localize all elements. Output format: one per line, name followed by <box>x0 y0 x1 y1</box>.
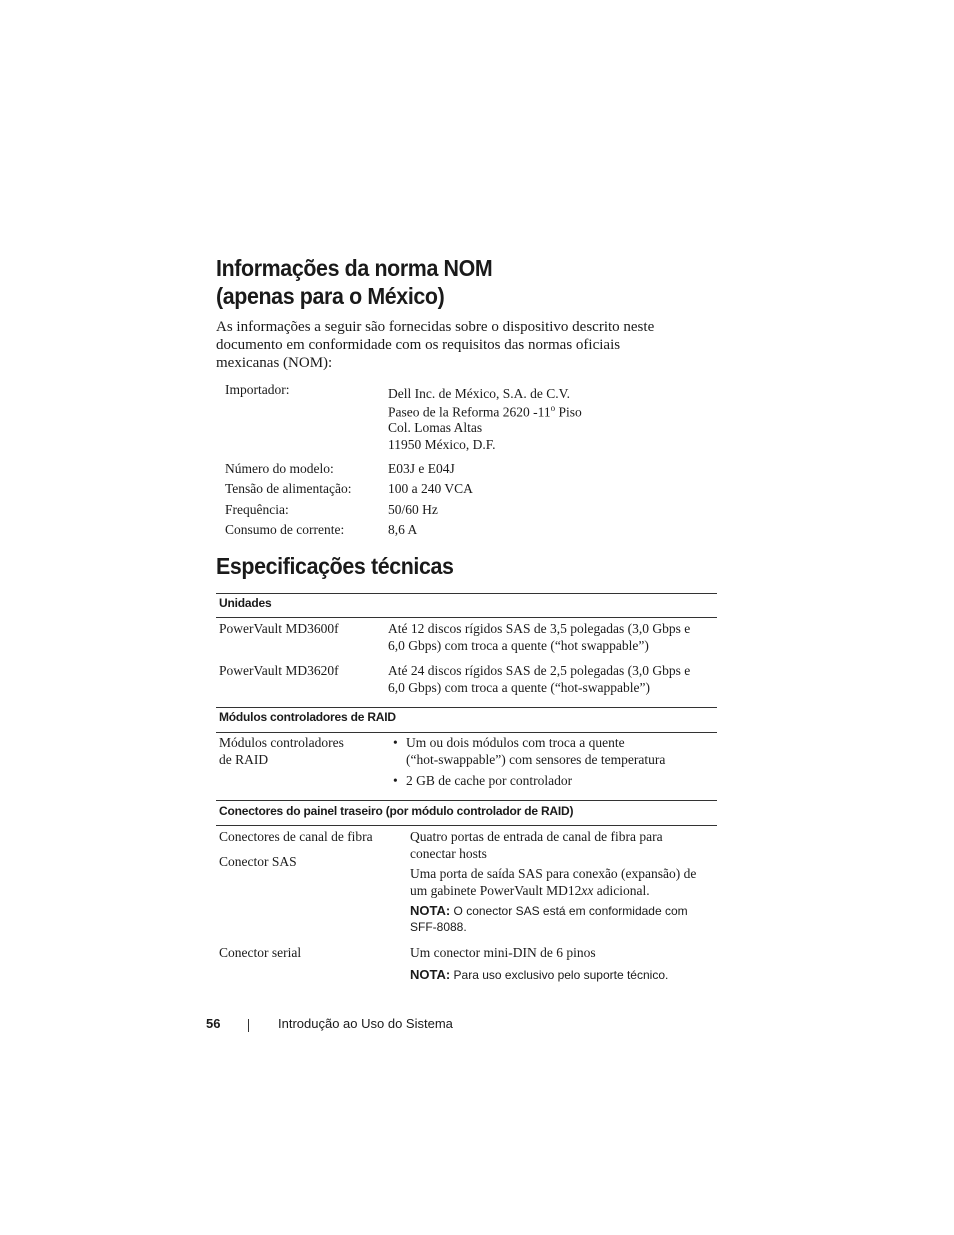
drives-section-header: Unidades <box>219 596 272 610</box>
drive-desc-line-2: 6,0 Gbps) com troca a quente (“hot-swappable”) <box>388 679 651 695</box>
nom-importer-label: Importador: <box>225 382 290 397</box>
nom-row-frequency <box>225 502 685 522</box>
sas-connector-description <box>410 866 696 899</box>
nom-row-value: 100 a 240 VCA <box>388 481 473 496</box>
nom-section-title <box>216 254 492 310</box>
sas-note-line-2: SFF-8088. <box>410 920 467 934</box>
importer-line-2 <box>388 403 582 421</box>
nom-intro-paragraph: As informações a seguir são fornecidas sobre o dispositivo descrito neste documento em conformidade com os requisitos das normas oficiais mexicanas (NOM): <box>216 319 655 371</box>
serial-note-text: Para uso exclusivo pelo suporte técnico. <box>450 968 669 982</box>
serial-note <box>410 967 668 983</box>
raid-bullet-2: 2 GB de cache por controlador <box>406 773 573 788</box>
drive-desc-line-1: Até 12 discos rígidos SAS de 3,5 polegadas (3,0 Gbps e <box>388 621 691 636</box>
importer-street: Paseo de la Reforma 2620 -11 <box>388 404 551 420</box>
drive-desc-line-1: Até 24 discos rígidos SAS de 2,5 polegadas (3,0 Gbps e <box>388 663 691 678</box>
footer-chapter-title: Introdução ao Uso do Sistema <box>278 1016 453 1031</box>
nom-row-value: 50/60 Hz <box>388 502 438 517</box>
connectors-top-rule <box>216 800 717 801</box>
importer-floor-super: o <box>550 403 556 413</box>
nom-row-voltage <box>225 481 685 501</box>
nom-row-value: 8,6 A <box>388 522 418 537</box>
raid-section-header: Módulos controladores de RAID <box>219 710 396 724</box>
footer-divider <box>248 1019 249 1032</box>
bullet-icon: • <box>393 735 398 750</box>
connectors-header-rule <box>216 825 717 826</box>
raid-top-rule <box>216 707 717 708</box>
sas-desc-line-2-post: adicional. <box>593 882 650 898</box>
importer-floor: Piso <box>555 404 582 420</box>
sas-desc-line-2-italic: xx <box>581 882 594 898</box>
nom-row-model <box>225 461 685 481</box>
nom-row-current <box>225 522 685 542</box>
drive-row-description <box>388 663 690 696</box>
raid-header-rule <box>216 732 717 733</box>
raid-label-line-1: Módulos controladores <box>219 735 344 750</box>
nom-title-line-1: Informações da norma NOM <box>216 255 493 281</box>
note-label: NOTA: <box>410 903 451 918</box>
nom-row-label: Tensão de alimentação: <box>225 481 352 496</box>
sas-desc-line-2 <box>410 883 650 898</box>
sas-note-line-1: O conector SAS está em conformidade com <box>450 904 688 918</box>
drives-header-rule <box>216 617 717 618</box>
fc-connector-description <box>410 829 663 862</box>
importer-line-3: Col. Lomas Altas <box>388 420 483 435</box>
nom-row-label: Número do modelo: <box>225 461 334 476</box>
sas-note <box>410 903 688 935</box>
page-number: 56 <box>206 1016 221 1031</box>
raid-bullet-1-line-1: Um ou dois módulos com troca a quente <box>406 735 625 750</box>
sas-desc-line-1: Uma porta de saída SAS para conexão (expansão) de <box>410 866 697 881</box>
importer-line-1: Dell Inc. de México, S.A. de C.V. <box>388 386 570 401</box>
drive-row-description <box>388 621 690 654</box>
importer-line-4: 11950 México, D.F. <box>388 437 496 452</box>
sas-connector-label: Conector SAS <box>219 854 297 869</box>
specs-section-title: Especificações técnicas <box>216 553 454 579</box>
sas-desc-line-2-pre: um gabinete PowerVault MD12 <box>410 882 582 898</box>
raid-bullet-1 <box>406 735 665 768</box>
nom-importer-address <box>225 386 685 452</box>
nom-row-value: E03J e E04J <box>388 461 455 476</box>
raid-bullet-1-line-2: (“hot-swappable”) com sensores de temperatura <box>406 751 666 767</box>
raid-label-line-2: de RAID <box>219 751 269 767</box>
nom-row-label: Consumo de corrente: <box>225 522 345 537</box>
raid-row-label <box>219 735 344 768</box>
fc-desc-line-1: Quatro portas de entrada de canal de fibra para <box>410 829 663 844</box>
note-label: NOTA: <box>410 967 451 982</box>
drive-desc-line-2: 6,0 Gbps) com troca a quente (“hot swappable”) <box>388 637 649 653</box>
serial-connector-description: Um conector mini-DIN de 6 pinos <box>410 945 596 960</box>
fc-desc-line-2: conectar hosts <box>410 845 487 861</box>
drive-row-label: PowerVault MD3600f <box>219 621 339 636</box>
nom-title-line-2: (apenas para o México) <box>216 283 445 309</box>
drive-row-label: PowerVault MD3620f <box>219 663 339 678</box>
bullet-icon: • <box>393 773 398 788</box>
fc-connector-label: Conectores de canal de fibra <box>219 829 373 844</box>
serial-connector-label: Conector serial <box>219 945 302 960</box>
nom-row-label: Frequência: <box>225 502 289 517</box>
connectors-section-header: Conectores do painel traseiro (por módulo controlador de RAID) <box>219 804 574 818</box>
drives-top-rule <box>216 593 717 594</box>
